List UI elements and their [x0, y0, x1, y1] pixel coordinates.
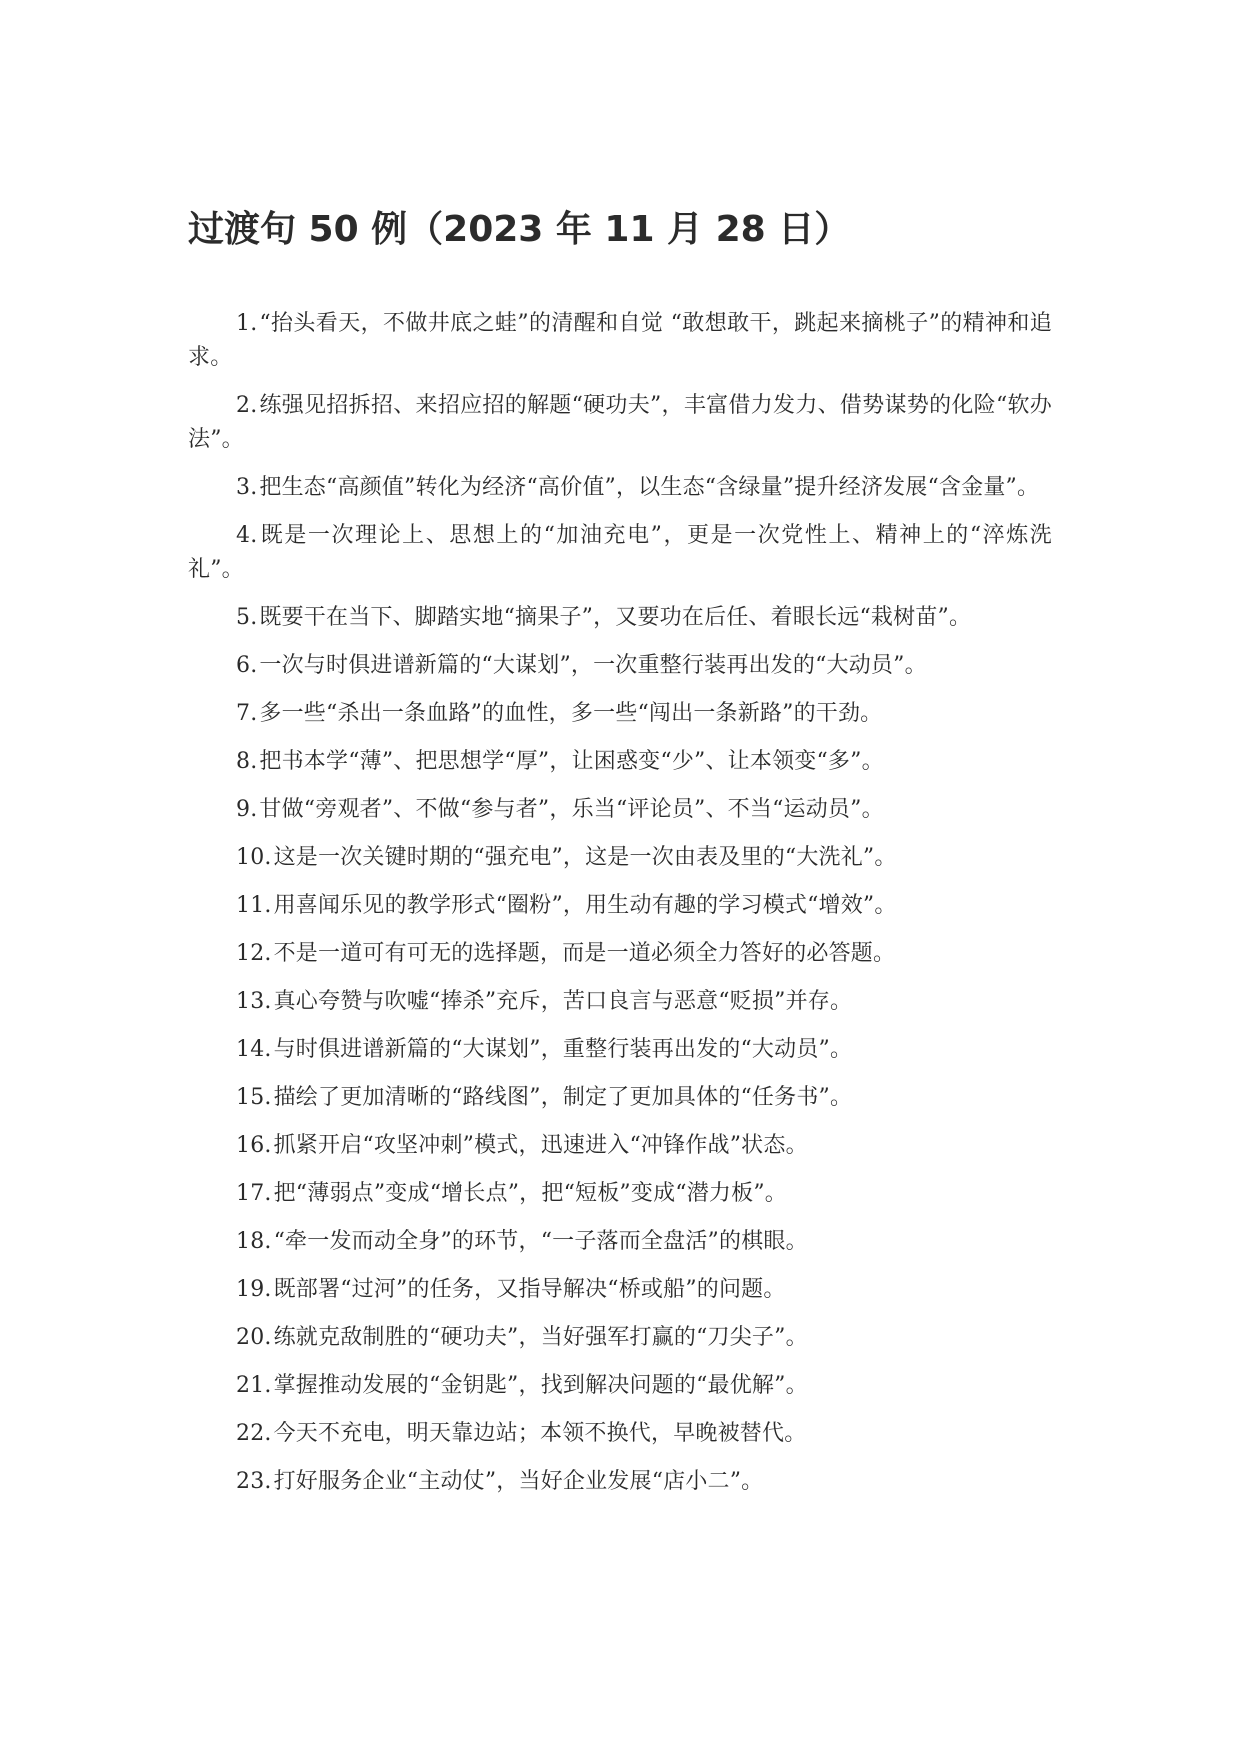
- list-item: [188, 793, 1052, 827]
- item-text: 真心夸赞与吹嘘“捧杀”充斥，苦口良言与恶意“贬损”并存。: [273, 989, 853, 1014]
- item-text: 打好服务企业“主动仗”，当好企业发展“店小二”。: [273, 1469, 764, 1494]
- item-number: 1.: [236, 311, 258, 336]
- item-text: “抬头看天，不做井底之蛙”的清醒和自觉 “敢想敢干，跳起来摘桃子”的精神和追求。: [188, 311, 1052, 370]
- item-text: 既部署“过河”的任务，又指导解决“桥或船”的问题。: [273, 1277, 786, 1302]
- item-text: 练强见招拆招、来招应招的解题“硬功夫”，丰富借力发力、借势谋势的化险“软办法”。: [188, 393, 1052, 452]
- list-item: [188, 649, 1052, 683]
- list-item: [188, 1465, 1052, 1499]
- item-number: 18.: [236, 1229, 272, 1254]
- item-text: 这是一次关键时期的“强充电”，这是一次由表及里的“大洗礼”。: [273, 845, 897, 870]
- list-item: [188, 1417, 1052, 1451]
- item-text: 今天不充电，明天靠边站；本领不换代，早晚被替代。: [273, 1421, 807, 1446]
- item-number: 23.: [236, 1469, 272, 1494]
- list-item: [188, 745, 1052, 779]
- item-text: 抓紧开启“攻坚冲刺”模式，迅速进入“冲锋作战”状态。: [273, 1133, 808, 1158]
- item-text: 甘做“旁观者”、不做“参与者”，乐当“评论员”、不当“运动员”。: [259, 797, 884, 822]
- item-number: 12.: [236, 941, 272, 966]
- item-text: 练就克敌制胜的“硬功夫”，当好强军打赢的“刀尖子”。: [273, 1325, 808, 1350]
- list-item: [188, 1177, 1052, 1211]
- item-number: 5.: [236, 605, 258, 630]
- list-item: [188, 307, 1052, 375]
- item-number: 20.: [236, 1325, 272, 1350]
- item-text: 不是一道可有可无的选择题，而是一道必须全力答好的必答题。: [273, 941, 896, 966]
- item-number: 4.: [236, 523, 258, 548]
- item-number: 21.: [236, 1373, 272, 1398]
- list-item: [188, 1033, 1052, 1067]
- list-item: [188, 1369, 1052, 1403]
- sentence-list: [188, 307, 1052, 1513]
- list-item: [188, 389, 1052, 457]
- item-text: 把书本学“薄”、把思想学“厚”，让困惑变“少”、让本领变“多”。: [259, 749, 884, 774]
- item-number: 10.: [236, 845, 272, 870]
- list-item: [188, 1225, 1052, 1259]
- list-item: [188, 519, 1052, 587]
- item-number: 17.: [236, 1181, 272, 1206]
- item-text: 既要干在当下、脚踏实地“摘果子”，又要功在后任、着眼长远“栽树苗”。: [259, 605, 972, 630]
- item-number: 15.: [236, 1085, 272, 1110]
- item-number: 11.: [236, 893, 272, 918]
- list-item: [188, 1321, 1052, 1355]
- item-text: 用喜闻乐见的教学形式“圈粉”，用生动有趣的学习模式“增效”。: [273, 893, 897, 918]
- item-number: 3.: [236, 475, 258, 500]
- item-text: 多一些“杀出一条血路”的血性，多一些“闯出一条新路”的干劲。: [259, 701, 883, 726]
- list-item: [188, 937, 1052, 971]
- list-item: [188, 601, 1052, 635]
- item-text: 掌握推动发展的“金钥匙”，找到解决问题的“最优解”。: [273, 1373, 808, 1398]
- item-number: 13.: [236, 989, 272, 1014]
- item-number: 16.: [236, 1133, 272, 1158]
- item-number: 7.: [236, 701, 258, 726]
- item-number: 22.: [236, 1421, 272, 1446]
- item-number: 2.: [236, 393, 258, 418]
- list-item: [188, 841, 1052, 875]
- list-item: [188, 697, 1052, 731]
- item-number: 14.: [236, 1037, 272, 1062]
- item-text: 与时俱进谱新篇的“大谋划”，重整行装再出发的“大动员”。: [273, 1037, 853, 1062]
- item-text: 既是一次理论上、思想上的“加油充电”，更是一次党性上、精神上的“淬炼洗礼”。: [188, 523, 1052, 582]
- list-item: [188, 1273, 1052, 1307]
- item-text: 把生态“高颜值”转化为经济“高价值”，以生态“含绿量”提升经济发展“含金量”。: [259, 475, 1040, 500]
- list-item: [188, 1081, 1052, 1115]
- item-number: 8.: [236, 749, 258, 774]
- page-title: 过渡句 50 例（2023 年 11 月 28 日）: [188, 209, 851, 250]
- item-text: “牵一发而动全身”的环节，“一子落而全盘活”的棋眼。: [273, 1229, 808, 1254]
- item-text: 把“薄弱点”变成“增长点”，把“短板”变成“潜力板”。: [273, 1181, 787, 1206]
- list-item: [188, 889, 1052, 923]
- item-number: 9.: [236, 797, 258, 822]
- item-text: 一次与时俱进谱新篇的“大谋划”，一次重整行装再出发的“大动员”。: [259, 653, 927, 678]
- list-item: [188, 1129, 1052, 1163]
- item-text: 描绘了更加清晰的“路线图”，制定了更加具体的“任务书”。: [273, 1085, 853, 1110]
- item-number: 19.: [236, 1277, 272, 1302]
- list-item: [188, 985, 1052, 1019]
- item-number: 6.: [236, 653, 258, 678]
- list-item: [188, 471, 1052, 505]
